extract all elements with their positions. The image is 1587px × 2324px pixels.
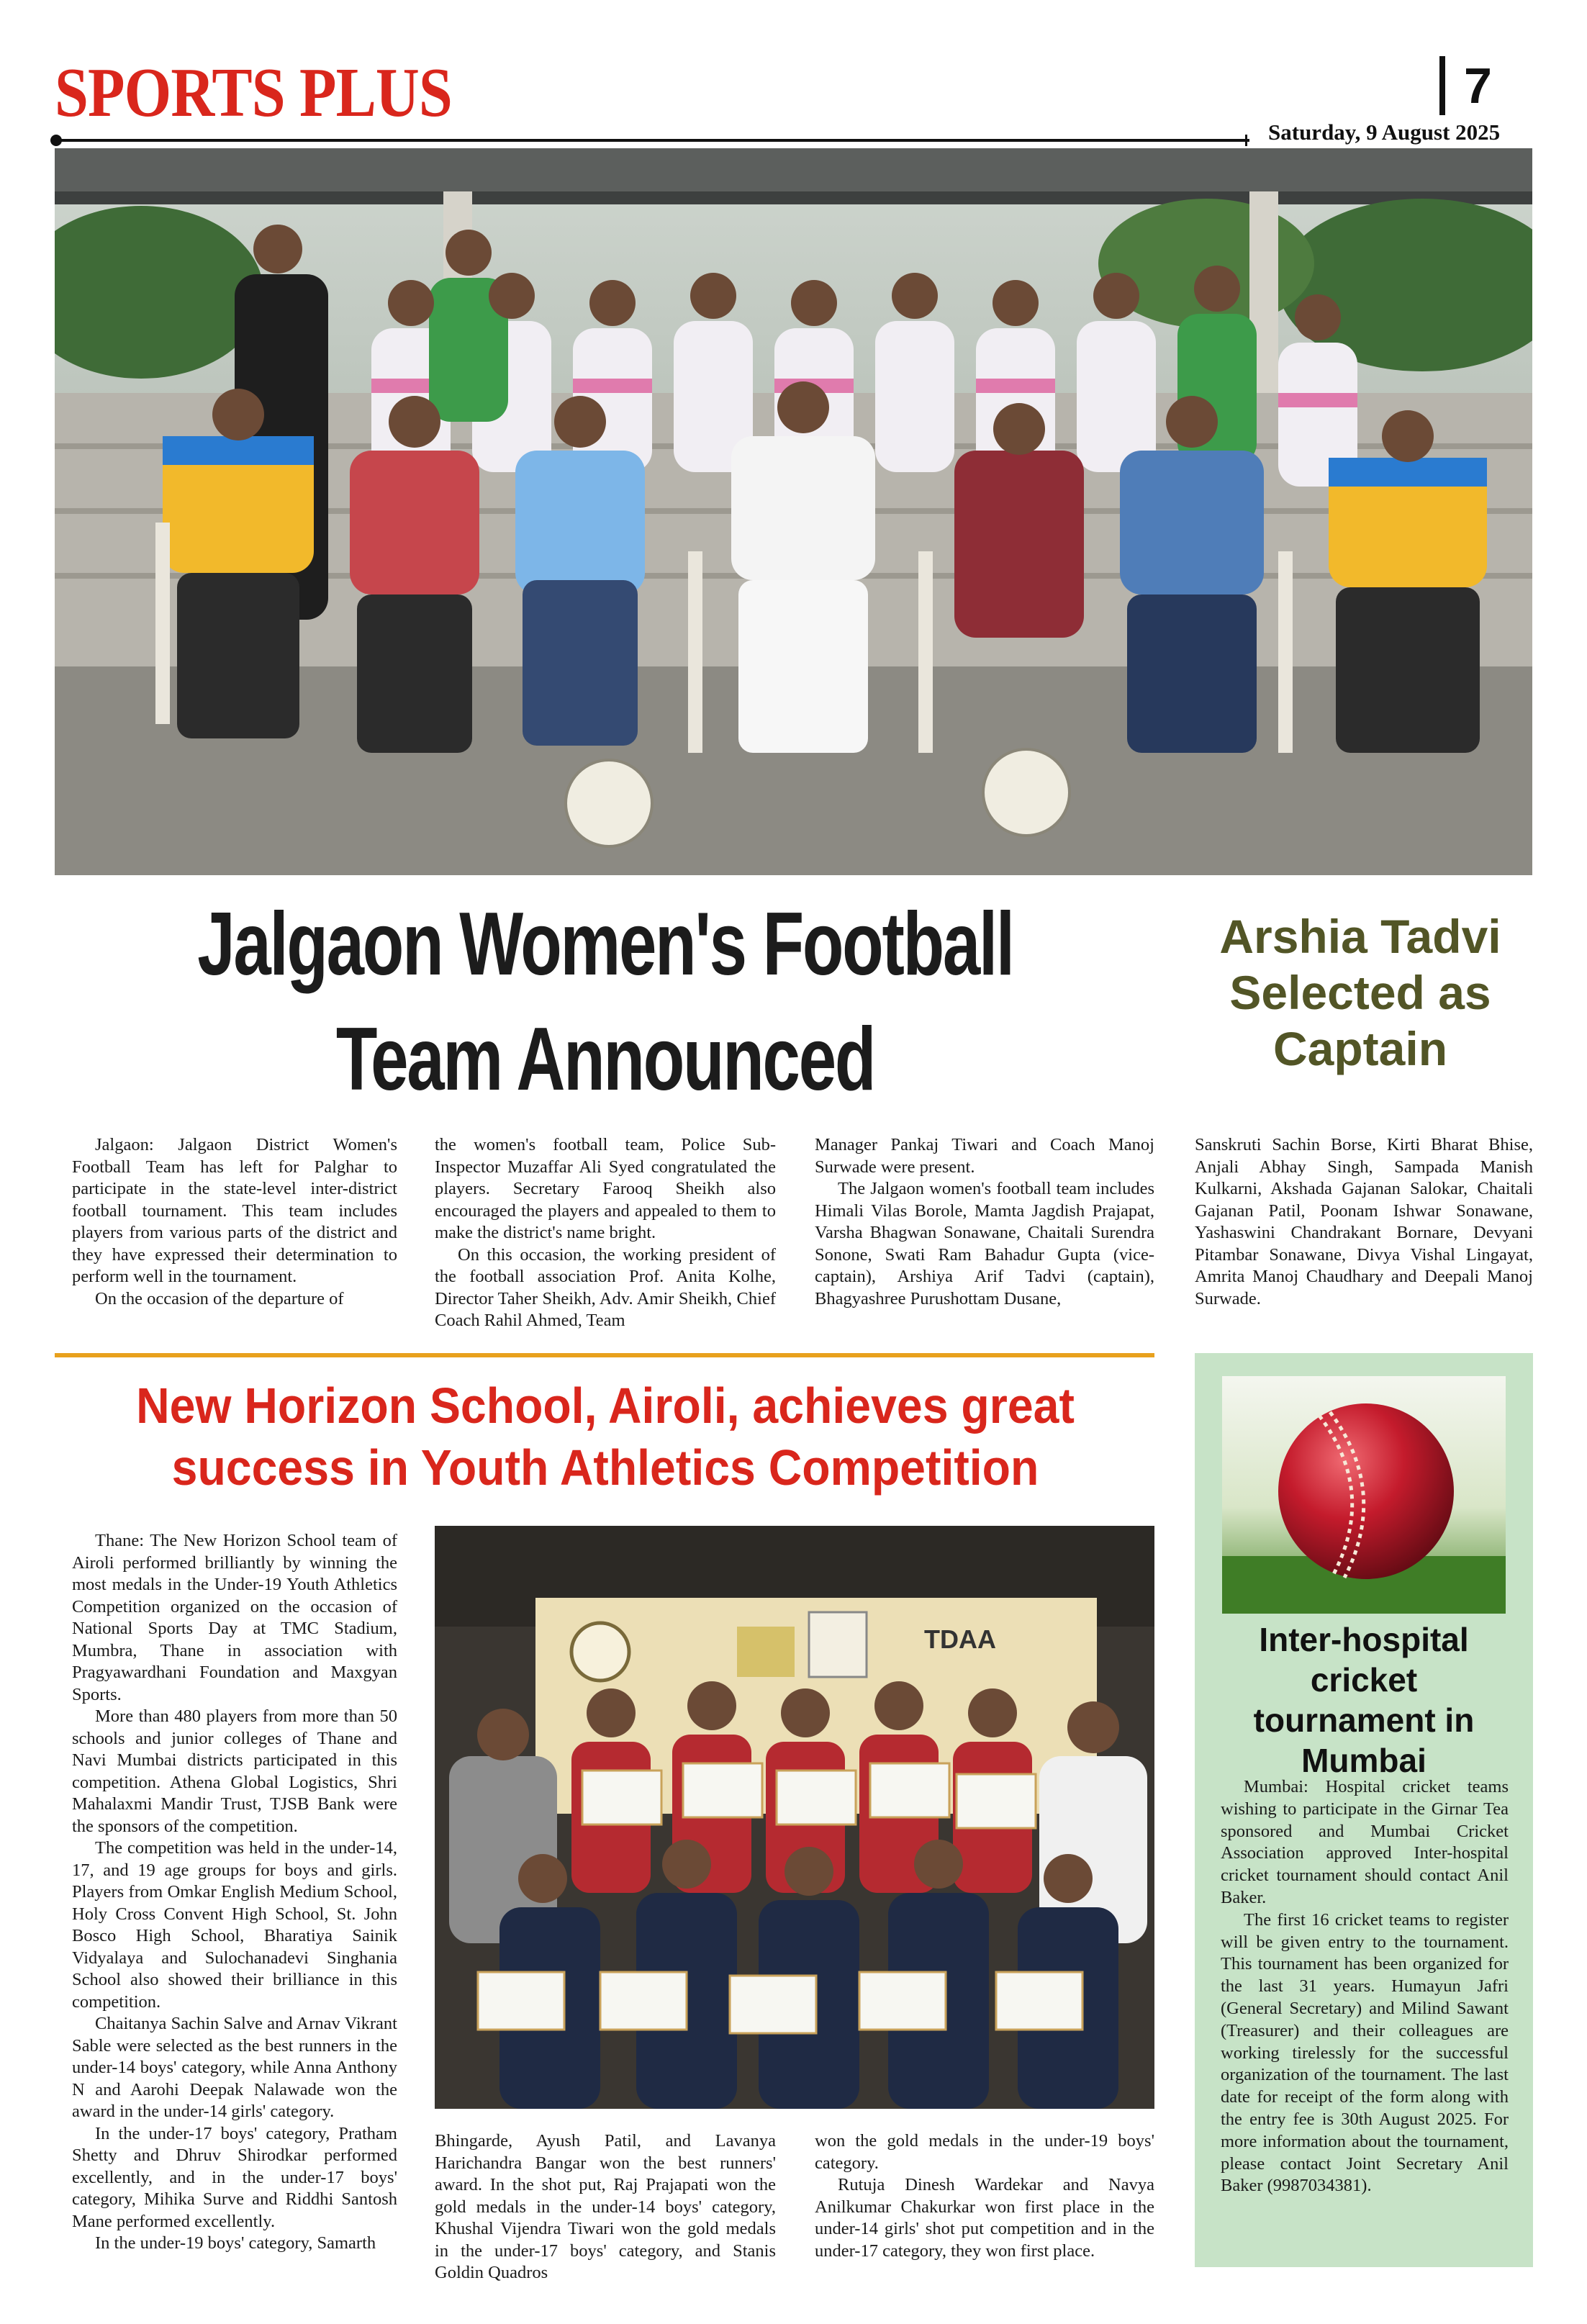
headline-football-line1: Jalgaon Women's Football (197, 895, 1013, 994)
masthead-rule-dot (50, 135, 62, 146)
football-column-3 (815, 1134, 1154, 1310)
paragraph: The Jalgaon women's football team includes Himali Vilas Borole, Mamta Jagdish Prajapat, Varsha Bhagwan Sonawane, Chaitali Surendra Sonone, Swati Ram Bahadur Gupta (vice-captain), Arshiya Arif Tadvi (captain), Bhagyashree Purushottam Dusane, (815, 1179, 1154, 1308)
paragraph: Bhingarde, Ayush Patil, and Lavanya Harichandra Bangar won the best runners' award. In the shot put, Raj Prajapati won the gold medals in the under-14 boys' category, Khushal Vijendra Tiwari won the gold medals in the under-17 boys' category, and Stanis Goldin Quadros (435, 2131, 776, 2282)
football-column-1 (72, 1134, 397, 1310)
headline-football-line2: Team Announced (335, 1010, 875, 1109)
paragraph: Rutuja Dinesh Wardekar and Navya Anilkumar Chakurkar won first place in the under-14 girls' shot put competition and in the under-17 category, they won first place. (815, 2175, 1154, 2261)
sidebar-headline-line2: cricket (1310, 1661, 1418, 1699)
paragraph: Chaitanya Sachin Salve and Arnav Vikrant Sable were selected as the best runners in the under-14 boys' category, while Anna Anthony N and Aarohi Deepak Nalawade won the award in the under-14 girls' category. (72, 2014, 397, 2121)
section-title: SPORTS PLUS (55, 54, 452, 132)
paragraph: Jalgaon: Jalgaon District Women's Football Team has left for Palghar to participate in the state-level inter-district football tournament. This team includes players from various parts of the district and they have expressed their determination to perform well in the tournament. (72, 1135, 397, 1286)
paragraph: Sanskruti Sachin Borse, Kirti Bharat Bhise, Anjali Abhay Singh, Sampada Manish Kulkarni, Akshada Gajanan Salokar, Chaitali Gajanan Patil, Poonam Ishwar Sonawane, Yashaswini Chandrakant Bornare, Devyani Pitambar Sonawane, Divya Vishal Lingayat, Amrita Manoj Chaudhary and Deepali Manoj Surwade. (1195, 1135, 1533, 1308)
masthead-rule-end (1245, 135, 1247, 146)
paragraph: In the under-19 boys' category, Samarth (95, 2233, 376, 2253)
masthead-rule (55, 139, 1249, 142)
sidebar-headline (1209, 1619, 1519, 1781)
paragraph: Thane: The New Horizon School team of Airoli performed brilliantly by winning the most medals in the Under-19 Youth Athletics Competition organized on the occasion of National Sports Day at TMC Stadium, Mumbra, Thane in association with Pragyawardhani Foundation and Maxgyan Sports. (72, 1531, 397, 1704)
paragraph: the women's football team, Police Sub-Inspector Muzaffar Ali Syed congratulated the players. Secretary Farooq Sheikh also encouraged the players and appealed to them to make the district's name bright. (435, 1135, 776, 1242)
sidebar-headline-line4: Mumbai (1301, 1742, 1427, 1779)
headline-athletics (99, 1375, 1112, 1498)
team-photo-illustration (55, 148, 1532, 875)
sidebar-body (1221, 1776, 1509, 2197)
team-photo (55, 148, 1532, 875)
football-column-4 (1195, 1134, 1533, 1310)
paragraph: In the under-17 boys' category, Pratham Shetty and Dhruv Shirodkar performed excellently, and in the under-17 boys' category, Mihika Surve and Riddhi Santosh Mane performed excellently. (72, 2123, 397, 2231)
paragraph: On this occasion, the working president of the football association Prof. Anita Kolhe, Director Taher Sheikh, Adv. Amir Sheikh, Chief Coach Rahil Ahmed, Team (435, 1244, 776, 1330)
athletics-column-2 (435, 2130, 776, 2284)
sidebar-headline-line3: tournament in (1253, 1701, 1475, 1739)
football-column-2 (435, 1134, 776, 1332)
banner-text: TDAA (924, 1624, 996, 1654)
paragraph: Mumbai: Hospital cricket teams wishing to participate in the Girnar Tea sponsored and Mumbai Cricket Association approved Inter-hospital cricket tournament should contact Anil Baker. (1221, 1777, 1509, 1907)
athletics-column-3 (815, 2130, 1154, 2262)
athletics-photo-illustration (435, 1526, 1154, 2109)
athletics-photo (435, 1526, 1154, 2109)
headline-athletics-line1: New Horizon School, Airoli, achieves great (136, 1378, 1075, 1434)
issue-date: Saturday, 9 August 2025 (1268, 119, 1501, 145)
paragraph: More than 480 players from more than 50 schools and junior colleges of Thane and Navi Mumbai districts participated in this competition. Athena Global Logistics, Shri Mahalaxmi Mandir Trust, TJSB Bank were the sponsors of the competition. (72, 1706, 397, 1836)
paragraph: Manager Pankaj Tiwari and Coach Manoj Surwade were present. (815, 1135, 1154, 1177)
page-number: 7 (1464, 58, 1492, 114)
paragraph: The competition was held in the under-14, 17, and 19 age groups for boys and girls. Players from Omkar English Medium School, Holy Cross Convent High School, St. John Bosco High School, Bharatiya Sainik Vidyalaya and Sulochanadevi Singhania School also showed their brilliance in this competition. (72, 1838, 397, 2012)
section-divider (55, 1353, 1154, 1357)
paragraph: On the occasion of the departure of (95, 1288, 344, 1308)
side-headline-captain (1191, 908, 1529, 1077)
cricket-ball-photo (1222, 1376, 1506, 1614)
athletics-column-1 (72, 1530, 397, 2255)
side-headline-line2: Selected as (1229, 966, 1491, 1019)
cricket-ball-illustration (1222, 1376, 1506, 1614)
headline-athletics-line2: success in Youth Athletics Competition (171, 1439, 1039, 1496)
sidebar-headline-line1: Inter-hospital (1259, 1621, 1469, 1658)
page-number-bar (1439, 56, 1445, 115)
side-headline-line1: Arshia Tadvi (1219, 910, 1501, 963)
paragraph: won the gold medals in the under-19 boys' category. (815, 2131, 1154, 2173)
side-headline-line3: Captain (1272, 1022, 1448, 1075)
paragraph: The first 16 cricket teams to register will be given entry to the tournament. This tournament has been organized for the last 31 years. Humayun Jafri (General Secretary) and Milind Sawant (Treasurer) and their colleagues are working tirelessly for the successful organization of the tournament. The last date for receipt of the form along with the entry fee is 30th August 2025. For more information about the tournament, please contact Joint Secretary Anil Baker (9987034381). (1221, 1909, 1509, 2196)
